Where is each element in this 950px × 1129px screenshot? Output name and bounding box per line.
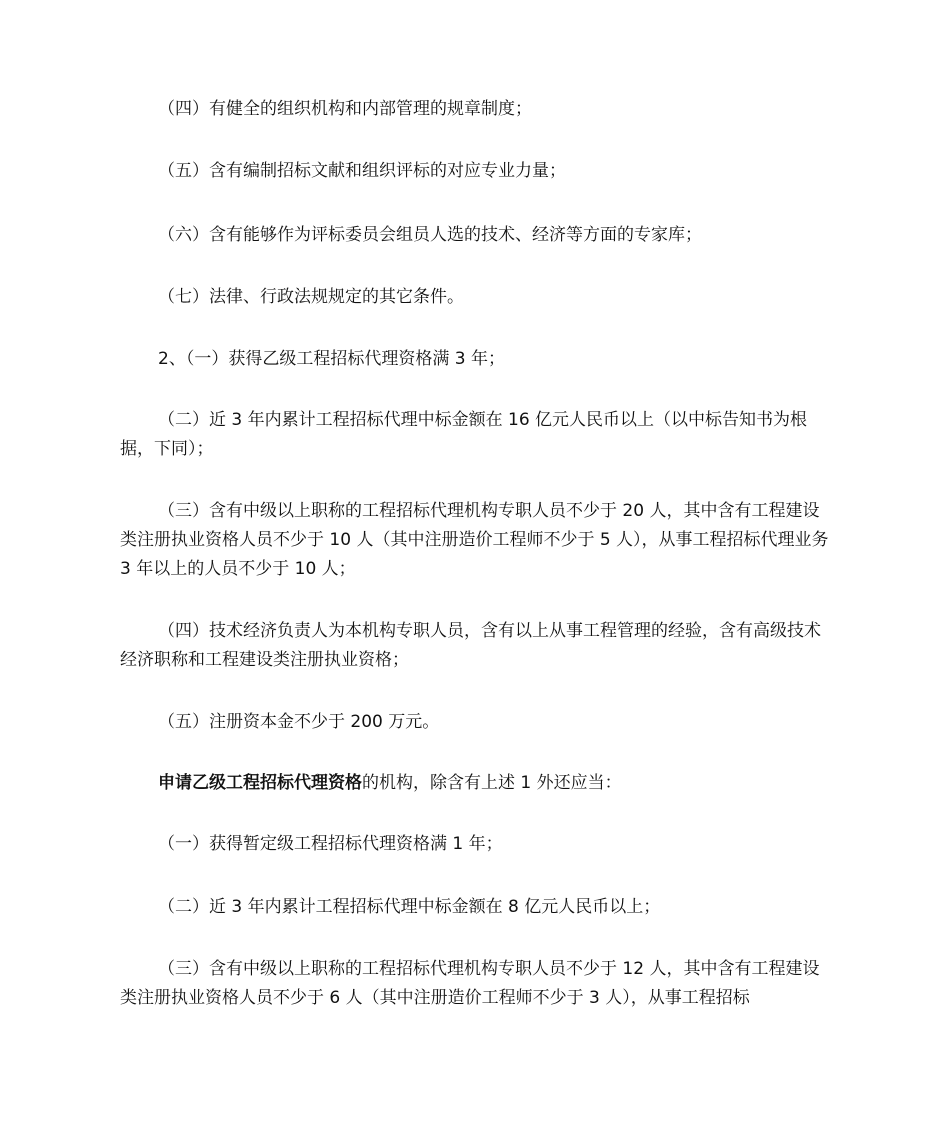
- paragraph-text: （二）近 3 年内累计工程招标代理中标金额在 8 亿元人民币以上；: [158, 897, 661, 917]
- paragraph-section-2-item-5: [120, 708, 830, 737]
- paragraph-text: （五）含有编制招标文献和组织评标的对应专业力量；: [158, 161, 566, 181]
- paragraph-grade-b-item-1: [120, 830, 830, 859]
- paragraph-text: （六）含有能够作为评标委员会组员人选的技术、经济等方面的专家库；: [158, 225, 702, 245]
- paragraph-text: （五）注册资本金不少于 200 万元。: [158, 712, 440, 732]
- paragraph-text: 的机构，除含有上述 1 外还应当：: [362, 773, 622, 793]
- paragraph-text: （四）有健全的组织机构和内部管理的规章制度；: [158, 99, 532, 119]
- paragraph-organization: [120, 95, 830, 124]
- paragraph-text: （一）获得暂定级工程招标代理资格满 1 年；: [158, 834, 503, 854]
- paragraph-section-2-item-1: [120, 345, 830, 374]
- paragraph-section-2-item-4: [120, 617, 830, 675]
- paragraph-text: 2、（一）获得乙级工程招标代理资格满 3 年；: [158, 349, 505, 369]
- paragraph-expert-database: [120, 221, 830, 250]
- paragraph-grade-b-item-3: [120, 955, 830, 1013]
- paragraph-section-2-item-3: [120, 497, 830, 584]
- paragraph-text: （四）技术经济负责人为本机构专职人员，含有以上从事工程管理的经验，含有高级技术经济职称和工程建设类注册执业资格；: [120, 621, 821, 670]
- paragraph-lead-bold: 申请乙级工程招标代理资格: [158, 773, 362, 793]
- paragraph-text: （三）含有中级以上职称的工程招标代理机构专职人员不少于 20 人，其中含有工程建设类注册执业资格人员不少于 10 人（其中注册造价工程师不少于 5 人），从事工程招标代理业务 3 年以上的人员不少于 10 人；: [120, 501, 829, 579]
- paragraph-grade-b-item-2: [120, 893, 830, 922]
- paragraph-other-conditions: [120, 283, 830, 312]
- paragraph-grade-b-intro: [120, 769, 830, 798]
- paragraph-text: （七）法律、行政法规规定的其它条件。: [158, 287, 464, 307]
- paragraph-section-2-item-2: [120, 406, 830, 464]
- paragraph-professional-capacity: [120, 157, 830, 186]
- paragraph-text: （三）含有中级以上职称的工程招标代理机构专职人员不少于 12 人，其中含有工程建设类注册执业资格人员不少于 6 人（其中注册造价工程师不少于 3 人），从事工程招标: [120, 959, 820, 1008]
- paragraph-text: （二）近 3 年内累计工程招标代理中标金额在 16 亿元人民币以上（以中标告知书为根据，下同）；: [120, 410, 808, 459]
